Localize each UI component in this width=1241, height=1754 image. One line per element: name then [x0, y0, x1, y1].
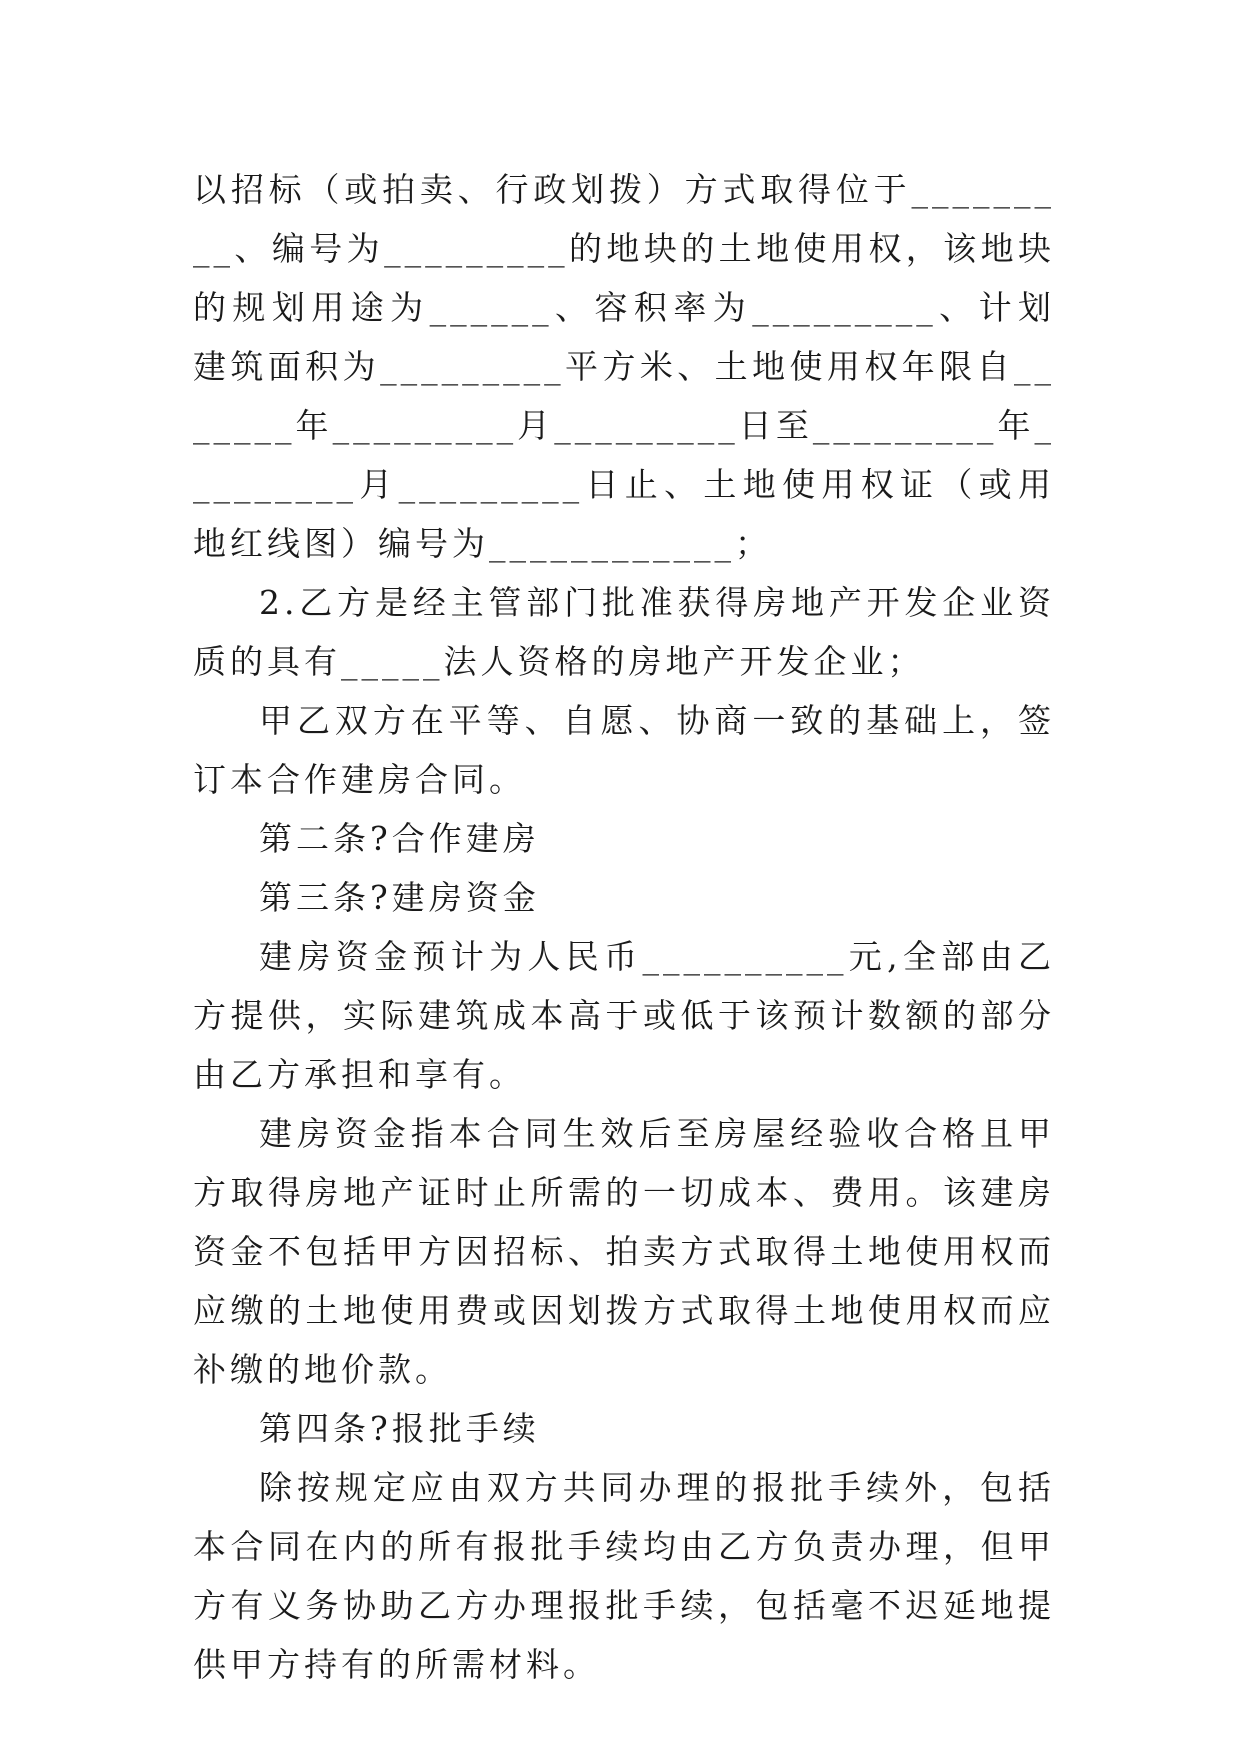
paragraph-funding-estimate: 建房资金预计为人民币__________元,全部由乙方提供，实际建筑成本高于或低于该预计数额的部分由乙方承担和享有。: [193, 937, 1055, 1094]
heading-article-4: 第四条?报批手续: [259, 1409, 540, 1448]
paragraph-agreement-basis: 甲乙双方在平等、自愿、协商一致的基础上，签订本合作建房合同。: [193, 701, 1055, 799]
paragraph-funding-definition: 建房资金指本合同生效后至房屋经验收合格且甲方取得房地产证时止所需的一切成本、费用。该建房资金不包括甲方因招标、拍卖方式取得土地使用权而应缴的土地使用费或因划拨方式取得土地使用权而应补缴的地价款。: [193, 1114, 1055, 1389]
paragraph-party-b-qualification: 2.乙方是经主管部门批准获得房地产开发企业资质的具有_____法人资格的房地产开发企业；: [193, 583, 1055, 681]
paragraph-approval-procedures: 除按规定应由双方共同办理的报批手续外，包括本合同在内的所有报批手续均由乙方负责办理，但甲方有义务协助乙方办理报批手续，包括毫不迟延地提供甲方持有的所需材料。: [193, 1468, 1055, 1684]
document-body: [193, 160, 1055, 1694]
paragraph-land-use-right: 以招标（或拍卖、行政划拨）方式取得位于_________、编号为_________的地块的土地使用权，该地块的规划用途为______、容积率为_________、计划建筑面积为_________平方米、土地使用权年限自_______年_________月_________日至_________年_________月_________日止、土地使用权证（或用地红线图）编号为____________；: [193, 170, 1055, 563]
heading-article-3: 第三条?建房资金: [259, 878, 540, 917]
heading-article-2: 第二条?合作建房: [259, 819, 540, 858]
